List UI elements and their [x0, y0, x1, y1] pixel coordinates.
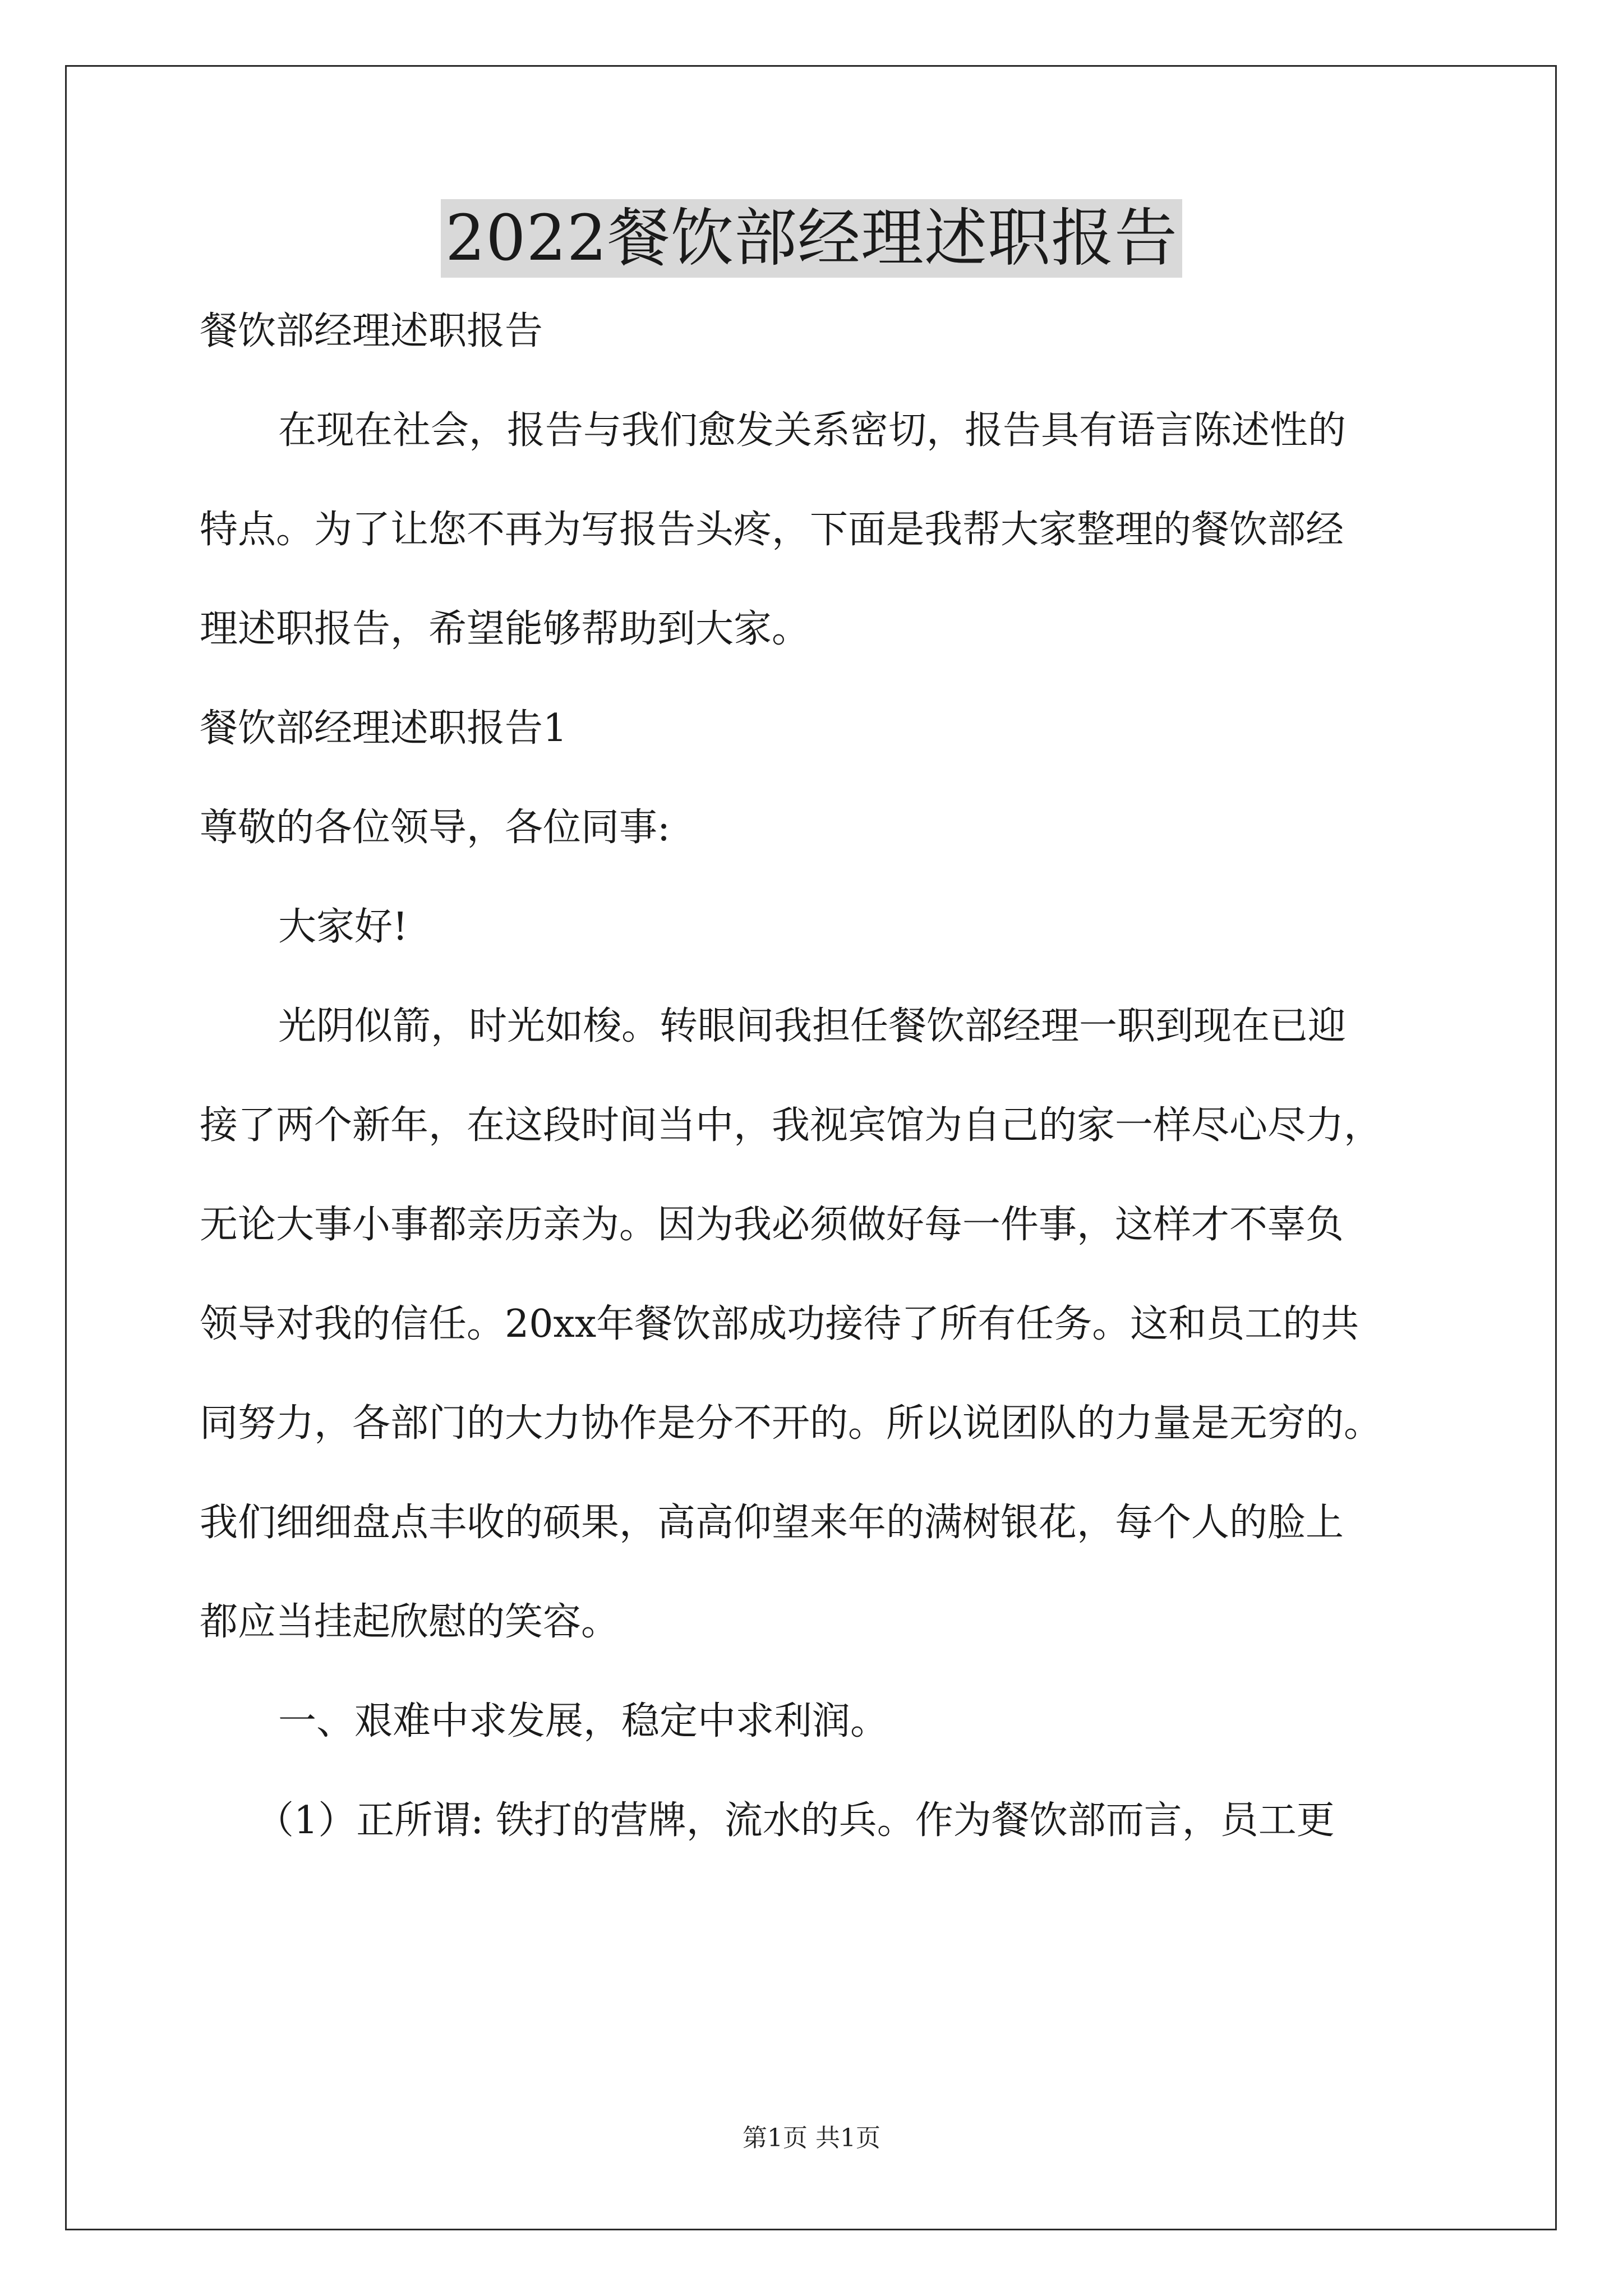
paragraph-line: 领导对我的信任。20xx年餐饮部成功接待了所有任务。这和员工的共	[200, 1302, 1359, 1346]
paragraph-line: 无论大事小事都亲历亲为。因为我必须做好每一件事，这样才不辜负	[200, 1203, 1344, 1247]
paragraph-line: （1）正所谓: 铁打的营牌，流水的兵。作为餐饮部而言，员工更	[256, 1798, 1335, 1843]
paragraph-line: 我们细细盘点丰收的硕果，高高仰望来年的满树银花，每个人的脸上	[200, 1501, 1344, 1545]
paragraph-line: 同努力，各部门的大力协作是分不开的。所以说团队的力量是无穷的。	[200, 1401, 1382, 1446]
paragraph-line: 都应当挂起欣慰的笑容。	[200, 1600, 620, 1644]
document-title-wrap	[0, 199, 1623, 278]
section-heading-line: 一、艰难中求发展，稳定中求利润。	[278, 1699, 889, 1743]
paragraph-line: 特点。为了让您不再为写报告头疼，下面是我帮大家整理的餐饮部经	[200, 508, 1344, 552]
heading-line: 餐饮部经理述职报告1	[200, 706, 568, 751]
heading-line: 餐饮部经理述职报告	[200, 309, 543, 353]
paragraph-line: 理述职报告，希望能够帮助到大家。	[200, 607, 810, 651]
salutation-line: 尊敬的各位领导，各位同事:	[200, 806, 670, 850]
paragraph-line: 接了两个新年，在这段时间当中，我视宾馆为自己的家一样尽心尽力，	[200, 1103, 1382, 1148]
document-title: 2022餐饮部经理述职报告	[441, 199, 1182, 278]
greeting-line: 大家好!	[278, 905, 408, 949]
paragraph-line: 在现在社会，报告与我们愈发关系密切，报告具有语言陈述性的	[278, 408, 1347, 453]
paragraph-line: 光阴似箭，时光如梭。转眼间我担任餐饮部经理一职到现在已迎	[278, 1004, 1347, 1048]
page-footer: 第1页 共1页	[743, 2124, 880, 2152]
